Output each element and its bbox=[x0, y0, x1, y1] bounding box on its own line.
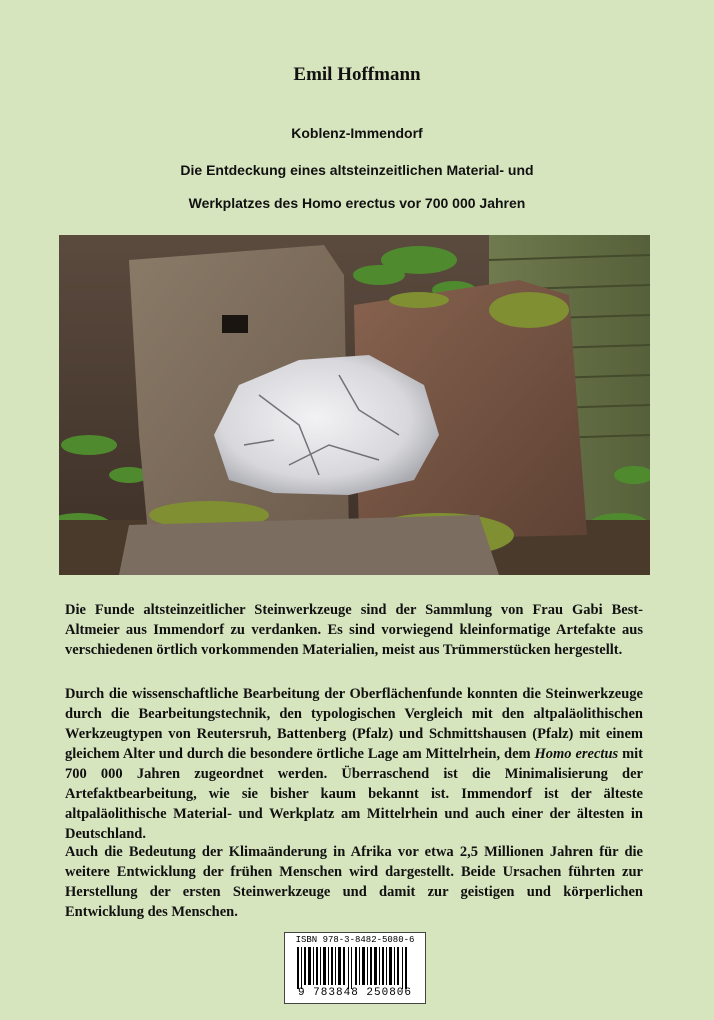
cover-photo bbox=[59, 235, 650, 575]
paragraph-3: Auch die Bedeutung der Klimaänderung in Afrika vor etwa 2,5 Millionen Jahren für die weitere Entwicklung der frühen Menschen wird dargestellt. Beide Ursachen führten zur Herstellung der ersten Steinwerkzeuge und damit zur geistigen und körperlichen Entwicklung des Menschen. bbox=[65, 844, 643, 920]
isbn-barcode bbox=[284, 932, 426, 1004]
isbn-label: ISBN 978-3-8482-5080-6 bbox=[295, 935, 415, 945]
barcode-digits: 9 783848 250806 bbox=[297, 987, 413, 999]
book-title-line-2: Werkplatzes des Homo erectus vor 700 000 Jahren bbox=[188, 195, 526, 211]
paragraph-2-part-b: mit 700 000 Jahren zugeordnet werden. Überraschend ist die Minimalisierung der Artefaktbearbeitung, wie sie bisher kaum bekannt ist. Immendorf ist der älteste altpaläolithische Material- und Werkplatz am Mittelrhein und auch einer der ältesten in Deutschland. bbox=[65, 746, 644, 842]
paragraph-1: Die Funde altsteinzeitlicher Steinwerkzeuge sind der Sammlung von Frau Gabi Best-Altmeier aus Immendorf zu verdanken. Es sind vorwiegend kleinformatige Artefakte aus verschiedenen örtlich vorkommenden Materialien, meist aus Trümmerstücken hergestellt. bbox=[65, 602, 643, 658]
stones-with-quartz-photo bbox=[59, 235, 650, 575]
paragraph-2-species-name: Homo erectus bbox=[534, 746, 619, 762]
author-name: Emil Hoffmann bbox=[293, 64, 421, 85]
location-title: Koblenz-Immendorf bbox=[291, 125, 423, 141]
book-title-line-1: Die Entdeckung eines altsteinzeitlichen Material- und bbox=[180, 162, 534, 178]
paragraph-2-part-a: Durch die wissenschaftliche Bearbeitung der Oberflächenfunde konnten die Steinwerkzeuge durch die Bearbeitungstechnik, den typologischen Vergleich mit den altpaläolithischen Werkzeugtypen von Reutersruh, Battenberg (Pfalz) und Schmittshausen (Pfalz) mit einem gleichem Alter und durch die besondere örtliche Lage am Mittelrhein, dem bbox=[65, 686, 643, 762]
paragraph-2 bbox=[65, 684, 643, 844]
